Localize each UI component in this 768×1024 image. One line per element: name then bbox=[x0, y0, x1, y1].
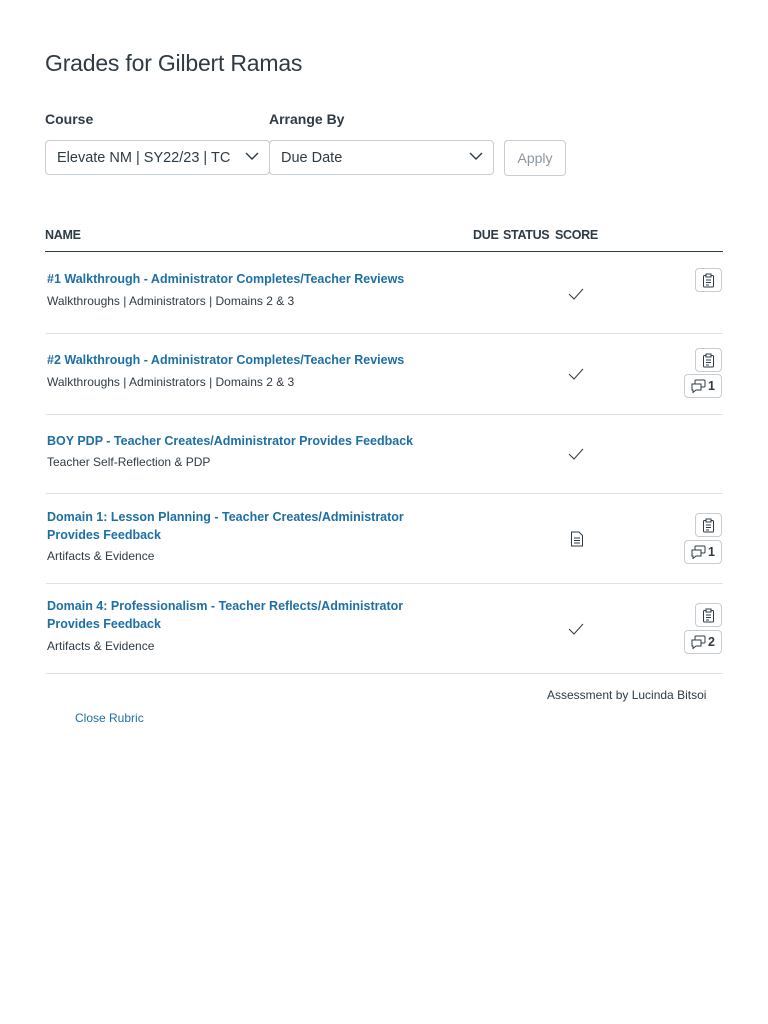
assignment-link[interactable]: BOY PDP - Teacher Creates/Administrator Provides Feedback bbox=[47, 434, 414, 448]
header-divider bbox=[45, 251, 723, 252]
assignment-link[interactable]: #2 Walkthrough - Administrator Completes/Teacher Reviews bbox=[47, 353, 405, 367]
chevron-down-icon bbox=[469, 149, 483, 163]
row-divider bbox=[46, 583, 723, 584]
rubric-button[interactable] bbox=[695, 513, 722, 537]
arrange-by-value: Due Date bbox=[281, 149, 343, 166]
close-rubric-link[interactable]: Close Rubric bbox=[75, 711, 144, 725]
arrange-by-select[interactable] bbox=[269, 140, 494, 175]
comment-count: 1 bbox=[708, 545, 715, 559]
comment-icon bbox=[691, 545, 706, 559]
apply-button[interactable]: Apply bbox=[504, 140, 566, 176]
comments-button[interactable] bbox=[684, 374, 722, 398]
row-divider bbox=[46, 333, 723, 334]
page-title: Grades for Gilbert Ramas bbox=[45, 50, 303, 76]
clipboard-icon bbox=[702, 273, 715, 288]
checkmark-icon bbox=[567, 367, 585, 381]
checkmark-icon bbox=[567, 447, 585, 461]
rubric-button[interactable] bbox=[695, 603, 722, 627]
assignment-link[interactable]: Domain 4: Professionalism - Teacher Reflects/Administrator bbox=[47, 599, 404, 613]
clipboard-icon bbox=[702, 353, 715, 368]
row-divider bbox=[46, 414, 723, 415]
row-divider bbox=[46, 673, 723, 674]
column-header-score[interactable]: SCORE bbox=[555, 228, 598, 242]
arrange-by-label: Arrange By bbox=[269, 111, 345, 127]
assessor-text: Assessment by Lucinda Bitsoi bbox=[547, 688, 707, 702]
checkmark-icon bbox=[567, 287, 585, 301]
clipboard-icon bbox=[702, 608, 715, 623]
course-label: Course bbox=[45, 111, 94, 127]
rubric-button[interactable] bbox=[695, 348, 722, 372]
assignment-group: Artifacts & Evidence bbox=[47, 639, 155, 653]
assignment-link-cont[interactable]: Provides Feedback bbox=[47, 617, 161, 631]
assignment-link[interactable]: Domain 1: Lesson Planning - Teacher Creates/Administrator bbox=[47, 510, 404, 524]
assignment-group: Walkthroughs | Administrators | Domains 2 & 3 bbox=[47, 294, 295, 308]
comment-icon bbox=[691, 379, 706, 393]
row-divider bbox=[46, 493, 723, 494]
document-icon bbox=[570, 531, 584, 547]
rubric-button[interactable] bbox=[695, 268, 722, 292]
column-header-status[interactable]: STATUS bbox=[503, 228, 550, 242]
column-header-due[interactable]: DUE bbox=[473, 228, 499, 242]
assignment-link-cont[interactable]: Provides Feedback bbox=[47, 528, 161, 542]
assignment-group: Artifacts & Evidence bbox=[47, 549, 155, 563]
comments-button[interactable] bbox=[684, 540, 722, 564]
column-header-name[interactable]: NAME bbox=[45, 228, 81, 242]
checkmark-icon bbox=[567, 622, 585, 636]
comment-icon bbox=[691, 635, 706, 649]
comment-count: 2 bbox=[708, 635, 715, 649]
assignment-group: Teacher Self-Reflection & PDP bbox=[47, 455, 211, 469]
assignment-link[interactable]: #1 Walkthrough - Administrator Completes/Teacher Reviews bbox=[47, 272, 405, 286]
assignment-group: Walkthroughs | Administrators | Domains 2 & 3 bbox=[47, 375, 295, 389]
clipboard-icon bbox=[702, 518, 715, 533]
course-select-value: Elevate NM | SY22/23 | TC bbox=[57, 149, 231, 166]
comments-button[interactable] bbox=[684, 630, 722, 654]
chevron-down-icon bbox=[245, 149, 259, 163]
comment-count: 1 bbox=[708, 379, 715, 393]
course-select[interactable] bbox=[45, 140, 270, 175]
